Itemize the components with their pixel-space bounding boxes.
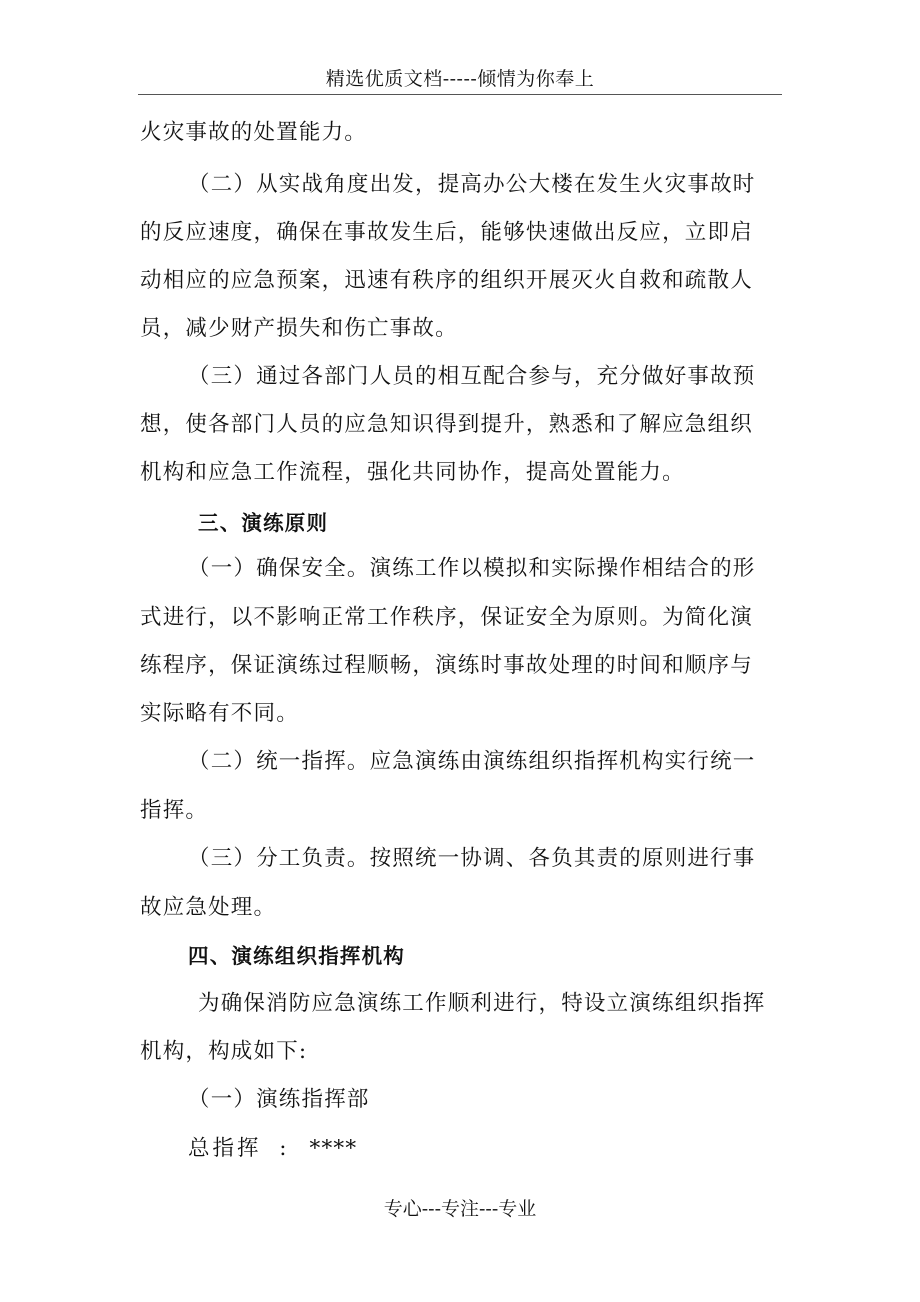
paragraph-line: 火灾事故的处置能力。 xyxy=(140,120,368,145)
paragraph-line: 动相应的应急预案，迅速有秩序的组织开展灭火自救和疏散人 xyxy=(140,268,753,293)
paragraph-line: 式进行，以不影响正常工作秩序，保证安全为原则。为简化演 xyxy=(140,605,753,630)
paragraph-line: （三）通过各部门人员的相互配合参与，充分做好事故预 xyxy=(188,364,756,389)
section-heading: 三、演练原则 xyxy=(198,511,329,535)
subsection-heading: （一）演练指挥部 xyxy=(188,1087,370,1112)
commander-value: **** xyxy=(309,1136,358,1161)
paragraph-line: （一）确保安全。演练工作以模拟和实际操作相结合的形 xyxy=(188,556,756,581)
commander-colon: : xyxy=(279,1136,288,1161)
paragraph-line: 故应急处理。 xyxy=(140,895,277,920)
paragraph-line: （二）统一指挥。应急演练由演练组织指挥机构实行统一 xyxy=(188,749,756,774)
paragraph-line: 练程序，保证演练过程顺畅，演练时事故处理的时间和顺序与 xyxy=(140,653,753,678)
commander-row xyxy=(188,1133,357,1165)
paragraph-line: （二）从实战角度出发，提高办公大楼在发生火灾事故时 xyxy=(188,172,756,197)
paragraph-line: 指挥。 xyxy=(140,798,209,823)
section-heading: 四、演练组织指挥机构 xyxy=(188,944,405,968)
paragraph-line: 想，使各部门人员的应急知识得到提升，熟悉和了解应急组织 xyxy=(140,412,753,437)
paragraph-line: 员，减少财产损失和伤亡事故。 xyxy=(140,316,458,341)
paragraph-line: 机构，构成如下: xyxy=(140,1039,308,1064)
commander-label: 总指挥 xyxy=(188,1136,262,1161)
paragraph-line: 机构和应急工作流程，强化共同协作，提高处置能力。 xyxy=(140,460,685,485)
paragraph-line: （三）分工负责。按照统一协调、各负其责的原则进行事 xyxy=(188,846,756,871)
paragraph-line: 的反应速度，确保在事故发生后，能够快速做出反应，立即启 xyxy=(140,220,753,245)
paragraph-line: 为确保消防应急演练工作顺利进行，特设立演练组织指挥 xyxy=(198,991,766,1016)
page-header: 精选优质文档-----倾情为你奉上 xyxy=(138,64,782,95)
paragraph-line: 实际略有不同。 xyxy=(140,701,299,726)
page-footer: 专心---专注---专业 xyxy=(383,1198,537,1220)
